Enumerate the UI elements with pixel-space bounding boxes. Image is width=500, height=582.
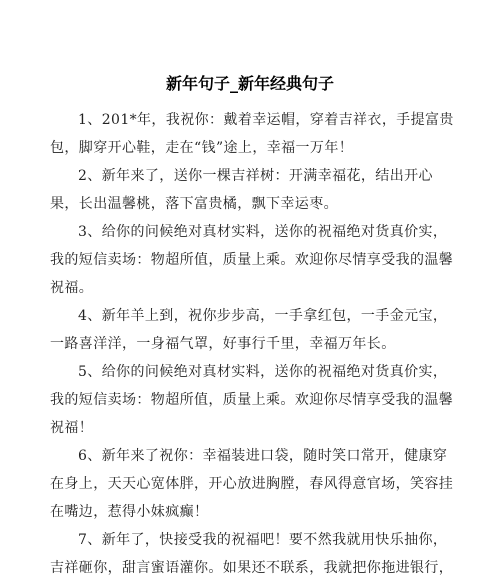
paragraph-2: 2、新年来了，送你一棵吉祥树：开满幸福花，结出开心果，长出温馨桃，落下富贵橘，飘下幸运枣。 [50, 168, 433, 212]
paragraph-6: 6、新年来了祝你：幸福装进口袋，随时笑口常开，健康穿在身上，天天心宽体胖，开心放进胸膛，春风得意官场，笑容挂在嘴边，惹得小妹疯癫！ [50, 448, 454, 520]
document-body [50, 106, 460, 582]
page-title: 新年句子_新年经典句子 [165, 74, 334, 93]
paragraph-7: 7、新年了，快接受我的祝福吧！要不然我就用快乐抽你，吉祥砸你，甜言蜜语灌你。如果还不联系，我就把你拖进银行， [50, 532, 454, 576]
paragraph-3: 3、给你的问候绝对真材实料，送你的祝福绝对货真价实，我的短信卖场：物超所值，质量上乘。欢迎你尽情享受我的温馨祝福。 [50, 224, 454, 296]
paragraph-5: 5、给你的问候绝对真材实料，送你的祝福绝对货真价实，我的短信卖场：物超所值，质量上乘。欢迎你尽情享受我的温馨祝福！ [50, 364, 454, 436]
paragraph-1: 1、201*年，我祝你：戴着幸运帽，穿着吉祥衣，手提富贵包，脚穿开心鞋，走在“钱”途上，幸福一万年！ [50, 112, 454, 156]
paragraph-4: 4、新年羊上到，祝你步步高，一手拿红包，一手金元宝，一路喜洋洋，一身福气罩，好事行千里，幸福万年长。 [50, 308, 448, 352]
